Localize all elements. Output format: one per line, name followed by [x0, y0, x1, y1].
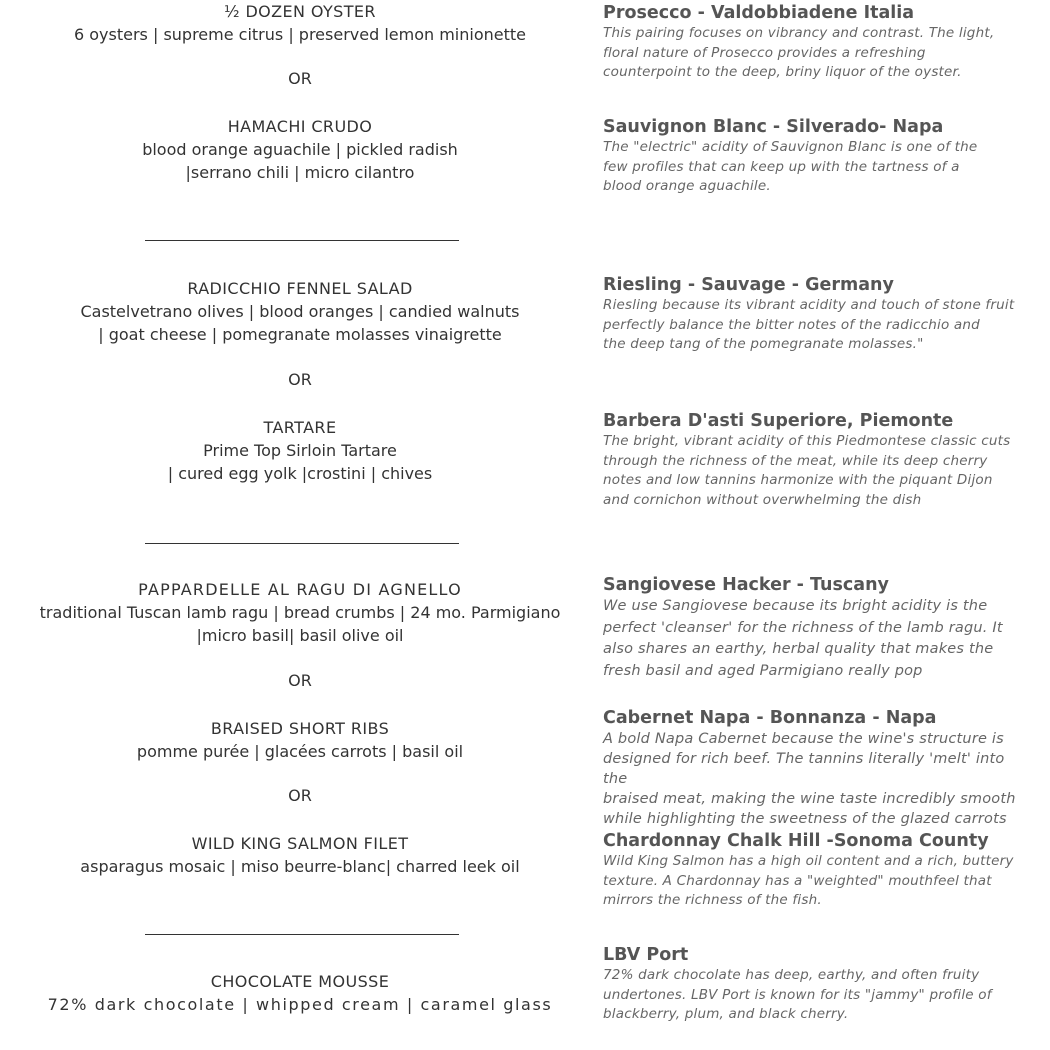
dish-description: |serrano chili | micro cilantro — [185, 163, 415, 182]
dish-oyster — [20, 0, 580, 46]
dish-description: 6 oysters | supreme citrus | preserved lemon minionette — [73, 25, 526, 44]
course-divider — [145, 934, 459, 935]
dish-salmon — [20, 832, 580, 878]
dish-title: WILD KING SALMON FILET — [191, 834, 409, 853]
dish-description: Prime Top Sirloin Tartare — [203, 441, 397, 460]
wine-note: through the richness of the meat, while its deep cherry — [603, 452, 988, 469]
wine-name: Chardonnay Chalk Hill -Sonoma County — [603, 831, 989, 851]
wine-note: counterpoint to the deep, briny liquor of the oyster. — [603, 64, 962, 80]
wine-note: few profiles that can keep up with the tartness of a — [603, 158, 960, 175]
dish-description: pomme purée | glacées carrots | basil oil — [136, 742, 464, 761]
wine-note: This pairing focuses on vibrancy and contrast. The light, — [603, 25, 995, 41]
dish-radicchio-salad — [20, 277, 580, 346]
wine-note: A bold Napa Cabernet because the wine's structure is — [603, 731, 1004, 747]
dish-tartare — [20, 416, 580, 485]
dish-title: RADICCHIO FENNEL SALAD — [187, 279, 413, 298]
wine-note: 72% dark chocolate has deep, earthy, and often fruity — [603, 967, 980, 983]
wine-pairing-sangiovese — [603, 574, 1033, 682]
wine-note: Riesling because its vibrant acidity and touch of stone fruit — [603, 297, 1015, 313]
dish-description: 72% dark chocolate | whipped cream | caramel glass — [47, 995, 553, 1014]
wine-note: while highlighting the sweetness of the glazed carrots — [603, 811, 1007, 827]
wine-note: Wild King Salmon has a high oil content and a rich, buttery — [603, 853, 1014, 869]
wine-note: perfect 'cleanser' for the richness of the lamb ragu. It — [603, 619, 1003, 636]
course-divider — [145, 240, 459, 241]
wine-name: Riesling - Sauvage - Germany — [603, 275, 894, 295]
dish-chocolate-mousse — [20, 970, 580, 1016]
dish-pappardelle — [20, 578, 580, 647]
dish-title: BRAISED SHORT RIBS — [210, 719, 390, 738]
wine-note: texture. A Chardonnay has a "weighted" mouthfeel that — [603, 872, 992, 889]
wine-note: fresh basil and aged Parmigiano really pop — [603, 662, 923, 679]
dish-title: PAPPARDELLE AL RAGU DI AGNELLO — [138, 580, 462, 599]
wine-note: The "electric" acidity of Sauvignon Blanc is one of the — [603, 139, 978, 155]
wine-pairing-prosecco — [603, 2, 1033, 83]
wine-name: Cabernet Napa - Bonnanza - Napa — [603, 708, 937, 728]
dish-description: | goat cheese | pomegranate molasses vinaigrette — [98, 325, 502, 344]
dish-description: Castelvetrano olives | blood oranges | candied walnuts — [80, 302, 520, 321]
wine-note: We use Sangiovese because its bright acidity is the — [603, 598, 988, 614]
wine-pairing-barbera — [603, 410, 1033, 510]
wine-name: Barbera D'asti Superiore, Piemonte — [603, 411, 954, 431]
or-separator: OR — [288, 370, 312, 389]
wine-note: also shares an earthy, herbal quality that makes the — [603, 641, 994, 657]
wine-name: Prosecco - Valdobbiadene Italia — [603, 3, 915, 23]
wine-pairing-chardonnay — [603, 830, 1033, 911]
dish-title: TARTARE — [263, 418, 337, 437]
or-separator: OR — [288, 69, 312, 88]
wine-note: and cornichon without overwhelming the dish — [603, 491, 922, 508]
dish-short-ribs — [20, 717, 580, 763]
dish-title: CHOCOLATE MOUSSE — [210, 972, 390, 991]
wine-pairing-cabernet — [603, 707, 1033, 829]
dish-description: | cured egg yolk |crostini | chives — [167, 464, 433, 483]
dish-title: ½ DOZEN OYSTER — [224, 2, 376, 21]
wine-note: blackberry, plum, and black cherry. — [603, 1006, 849, 1022]
or-separator: OR — [288, 786, 312, 805]
wine-name: LBV Port — [603, 945, 689, 965]
course-divider — [145, 543, 459, 544]
wine-note: notes and low tannins harmonize with the piquant Dijon — [603, 472, 993, 488]
wine-pairing-riesling — [603, 274, 1033, 355]
wine-name: Sauvignon Blanc - Silverado- Napa — [603, 117, 944, 137]
dish-description: asparagus mosaic | miso beurre-blanc| charred leek oil — [80, 857, 520, 876]
wine-note: designed for rich beef. The tannins literally 'melt' into the — [603, 751, 1005, 787]
wine-note: undertones. LBV Port is known for its "jammy" profile of — [603, 986, 992, 1003]
dish-description: blood orange aguachile | pickled radish — [142, 140, 458, 159]
wine-note: The bright, vibrant acidity of this Piedmontese classic cuts — [603, 433, 1011, 449]
wine-note: floral nature of Prosecco provides a refreshing — [603, 44, 926, 61]
dish-title: HAMACHI CRUDO — [227, 117, 373, 136]
wine-note: perfectly balance the bitter notes of the radicchio and — [603, 316, 980, 333]
wine-pairing-sauvignon — [603, 116, 1033, 197]
dish-description: traditional Tuscan lamb ragu | bread crumbs | 24 mo. Parmigiano — [39, 603, 561, 622]
wine-pairing-port — [603, 944, 1033, 1025]
dish-hamachi — [20, 115, 580, 184]
wine-note: braised meat, making the wine taste incredibly smooth — [603, 791, 1016, 807]
wine-note: blood orange aguachile. — [603, 178, 771, 194]
dish-description: |micro basil| basil olive oil — [196, 626, 404, 645]
or-separator: OR — [288, 671, 312, 690]
wine-name: Sangiovese Hacker - Tuscany — [603, 575, 889, 595]
wine-note: the deep tang of the pomegranate molasses." — [603, 336, 924, 352]
wine-note: mirrors the richness of the fish. — [603, 892, 822, 908]
